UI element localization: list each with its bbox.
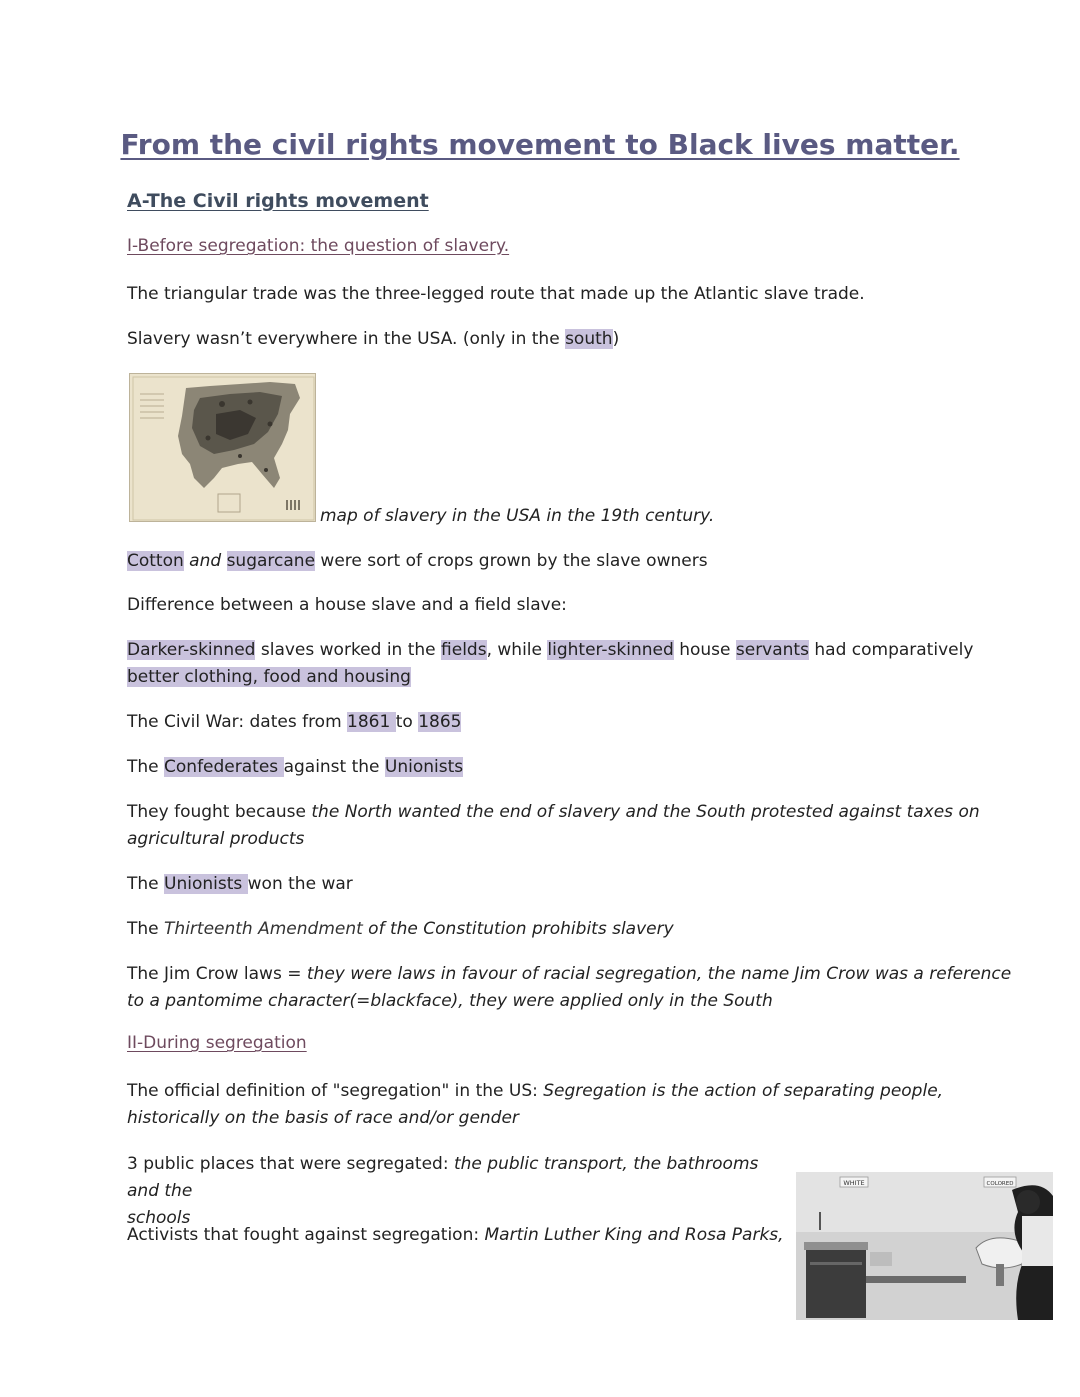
paragraph-thirteenth-amendment: The Thirteenth Amendment of the Constitution prohibits slavery bbox=[127, 919, 674, 939]
paragraph-slave-difference: Difference between a house slave and a field slave: bbox=[127, 595, 567, 615]
paragraph-segregated-places: 3 public places that were segregated: the public transport, the bathrooms and the schools bbox=[127, 1154, 759, 1228]
paragraph-triangular-trade: The triangular trade was the three-legged route that made up the Atlantic slave trade. bbox=[127, 284, 865, 304]
paragraph-jim-crow: The Jim Crow laws = they were laws in favour of racial segregation, the name Jim Crow was a reference to a pantomime character(=blackface), they were applied only in the South bbox=[127, 964, 1012, 1011]
subheading-before-segregation: I-Before segregation: the question of slavery. bbox=[127, 236, 510, 256]
page-title: From the civil rights movement to Black lives matter. bbox=[120, 128, 960, 161]
paragraph-segregation-definition: The official definition of "segregation" in the US: Segregation is the action of separating people, historically on the basis of race and/or gender bbox=[127, 1081, 944, 1128]
paragraph-crops: Cotton and sugarcane were sort of crops grown by the slave owners bbox=[127, 551, 708, 571]
slavery-map-image bbox=[129, 373, 316, 522]
highlight-south: south bbox=[565, 329, 613, 349]
paragraph-activists: Activists that fought against segregation: Martin Luther King and Rosa Parks, bbox=[127, 1225, 784, 1245]
highlight-sugarcane: sugarcane bbox=[226, 551, 316, 571]
map-caption: map of slavery in the USA in the 19th century. bbox=[320, 506, 715, 526]
section-heading-civil-rights: A-The Civil rights movement bbox=[127, 190, 429, 212]
paragraph-slavery-location: Slavery wasn’t everywhere in the USA. (only in the south) bbox=[127, 329, 620, 349]
segregated-fountain-photo bbox=[796, 1172, 1053, 1320]
subheading-during-segregation: II-During segregation bbox=[127, 1033, 307, 1053]
paragraph-civil-war-dates: The Civil War: dates from 1861 to 1865 bbox=[127, 712, 462, 732]
paragraph-war-winner: The Unionists won the war bbox=[127, 874, 353, 894]
paragraph-sides: The Confederates against the Unionists bbox=[127, 757, 464, 777]
paragraph-skin-tone: Darker-skinned slaves worked in the fields, while lighter-skinned house servants had comparatively better clothing, food and housing bbox=[127, 640, 974, 687]
highlight-cotton: Cotton bbox=[127, 551, 184, 571]
paragraph-why-fought: They fought because the North wanted the end of slavery and the South protested against taxes on agricultural products bbox=[127, 802, 980, 849]
sign-white: WHITE bbox=[843, 1179, 865, 1187]
sign-colored: COLORED bbox=[986, 1181, 1014, 1187]
